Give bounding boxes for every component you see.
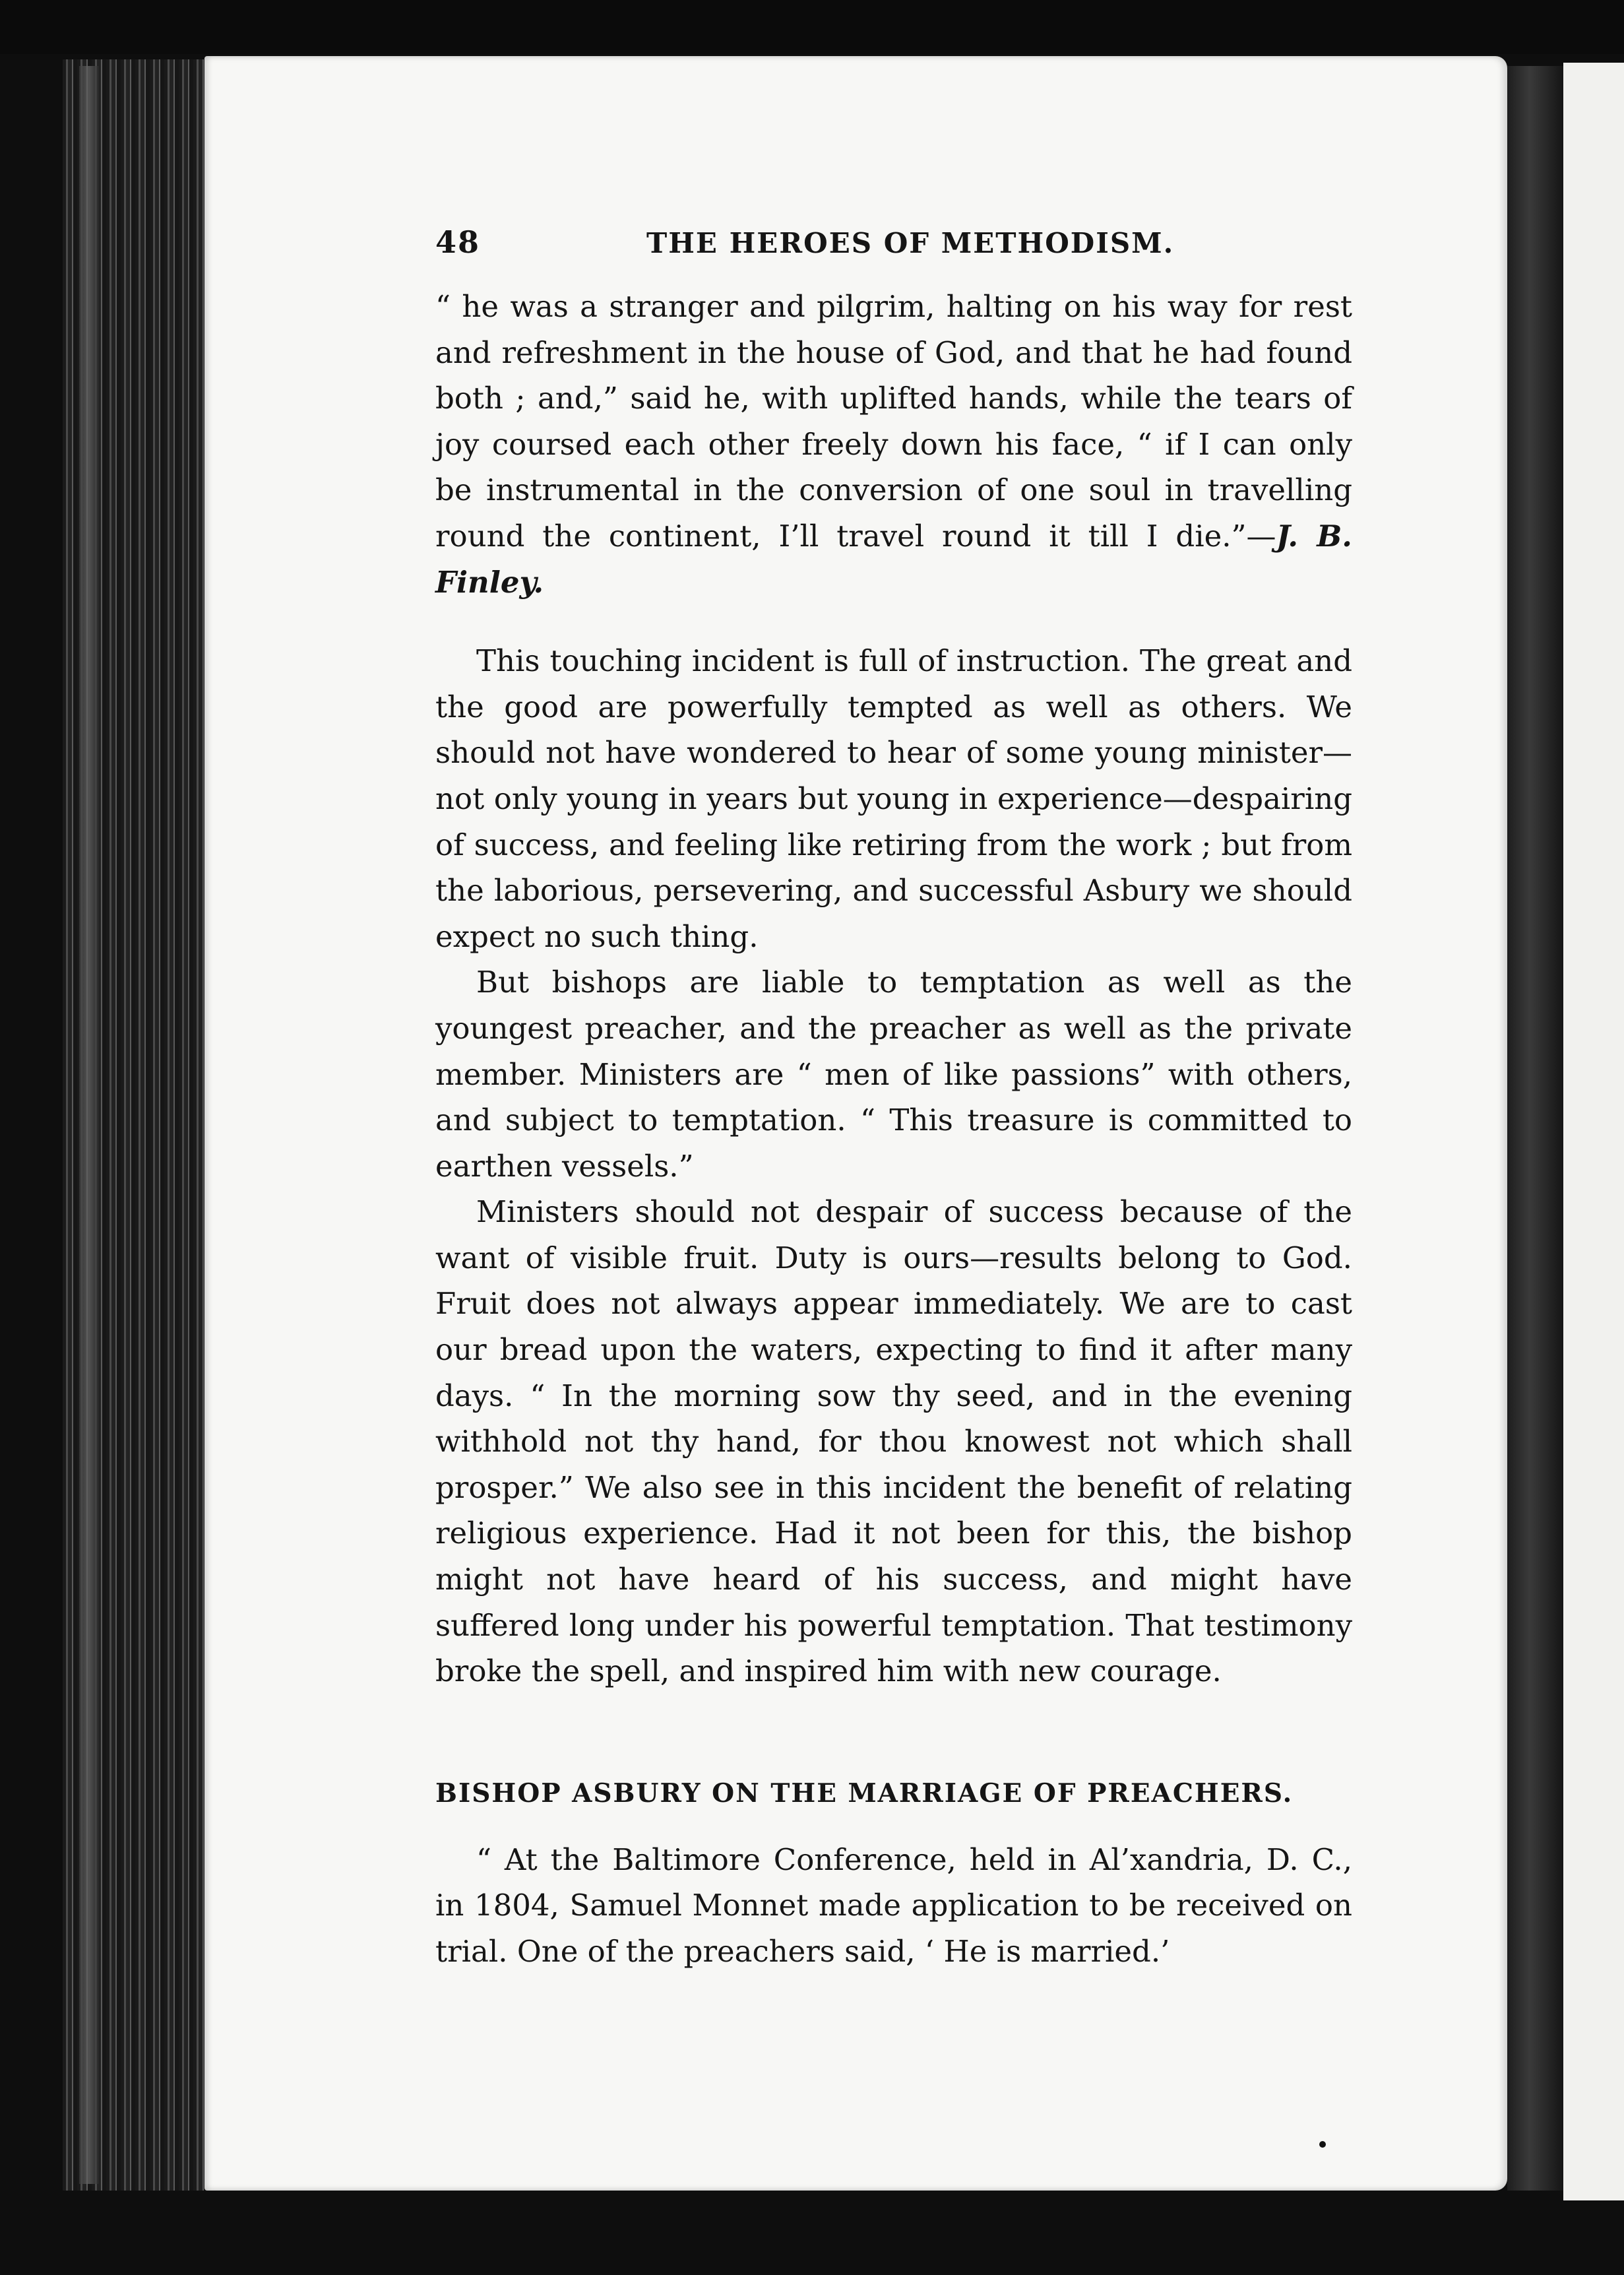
facing-page-edge: [1563, 63, 1624, 2200]
page-number: 48: [435, 224, 481, 260]
body-paragraph-1: This touching incident is full of instruction. The great and the good are powerfully tempted as well as others. We should not have wondered to hear of some young minister—not only young in years but young in experience—despairing of success, and feeling like retiring from the work ; but from the laborious, persevering, and successful Asbury we should expect no such thing.: [435, 643, 1352, 954]
section-heading: BISHOP ASBURY ON THE MARRIAGE OF PREACHERS.: [435, 1778, 1294, 1809]
book-spine-shadow: [1507, 66, 1563, 2191]
section-opening-paragraph: “ At the Baltimore Conference, held in Al’xandria, D. C., in 1804, Samuel Monnet made application to be received on trial. One of the preachers said, ‘ He is married.’: [435, 1842, 1352, 1969]
body-paragraph-3: Ministers should not despair of success because of the want of visible fruit. Duty is ours—results belong to God. Fruit does not always appear immediately. We are to cast our bread upon the waters, expecting to find it after many days. “ In the morning sow thy seed, and in the evening withhold not thy hand, for thou knowest not which shall prosper.” We also see in this incident the benefit of relating religious experience. Had it not been for this, the bishop might not have heard of his success, and might have suffered long under his powerful temptation. That testimony broke the spell, and inspired him with new courage.: [435, 1194, 1352, 1689]
quote-text: “ he was a stranger and pilgrim, halting on his way for rest and refreshment in the house of God, and that he had found both ; and,” said he, with uplifted hands, while the tears of joy coursed each other freely down his face, “ if I can only be instrumental in the conversion of one soul in travelling round the continent, I’ll travel round it till I die.”—: [435, 289, 1352, 554]
paragraph-gap: [435, 605, 1352, 638]
book-page-edges-highlight: [79, 66, 99, 2184]
section-gap: [435, 1694, 1352, 1774]
ink-speck: [1319, 2141, 1326, 2148]
quote-attribution: J. B. Finley.: [435, 518, 1352, 600]
running-head: [435, 224, 1352, 284]
quote-continuation: [435, 284, 1352, 605]
page-content: [435, 224, 1352, 1975]
body-paragraph-2: But bishops are liable to temptation as well as the youngest preacher, and the preacher as well as the private member. Ministers are “ men of like passions” with others, and subject to temptation. “ This treasure is committed to earthen vessels.”: [435, 965, 1352, 1184]
running-title: THE HEROES OF METHODISM.: [646, 227, 1175, 259]
scan-top-border: [0, 0, 1624, 54]
